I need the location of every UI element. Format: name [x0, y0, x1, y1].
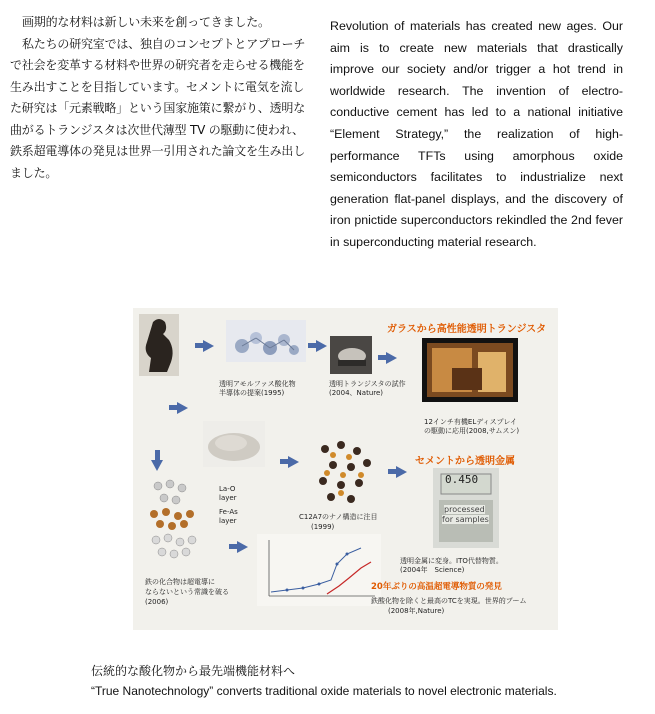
metal-label-2: (2004年 Science)	[400, 566, 465, 574]
aos-label-1: 透明アモルファス酸化物	[219, 380, 296, 388]
thinker-statue-image	[139, 314, 179, 376]
japanese-paragraph-1: 画期的な材料は新しい未来を創ってきました。	[22, 15, 270, 29]
figure-caption-japanese: 伝統的な酸化物から最先端機能材料へ	[91, 664, 296, 678]
iron-label-1: 鉄の化合物は超電導に	[145, 578, 215, 586]
amorphous-oxide-image	[226, 320, 306, 362]
fe-as-label: Fe-As	[219, 508, 238, 516]
arrow-3	[378, 355, 386, 360]
figure-caption-english: “True Nanotechnology” converts traditional oxide materials to novel electronic materials.	[91, 684, 557, 698]
english-intro: Revolution of materials has created new ages. Our aim is to create new materials that drastically improve our society and/or trigger a hot trend in worldwide research. The invention of electro-conductive cement has led to a national initiative “Element Strategy,” the realization of high-performance TFTs using amorphous oxide semiconductors facilitates to industrialize next generation flat-panel displays, and the discovery of iron pnictide superconductors rekindled the 2nd fever in superconducting material research.	[330, 19, 623, 249]
transistor-prototype-image	[330, 336, 372, 374]
aos-label-2: 半導体の提案(1995)	[219, 389, 285, 397]
cement-powder-image	[203, 421, 265, 467]
arrow-5	[280, 459, 288, 464]
la-o-label: La-O	[219, 485, 236, 493]
metal-label-1: 透明金属に変身。ITO代替物質。	[400, 557, 503, 565]
c12a7-label-1: C12A7のナノ構造に注目	[299, 513, 378, 521]
tft-label-1: 透明トランジスタの試作	[329, 380, 406, 388]
arrow-6	[388, 469, 396, 474]
research-figure	[133, 308, 558, 630]
c12a7-label-2: (1999)	[311, 523, 335, 531]
fe-as-layer-label: layer	[219, 517, 237, 525]
arrow-2	[308, 343, 316, 348]
arrow-1	[195, 343, 203, 348]
display-reading: 0.450	[445, 473, 479, 486]
japanese-intro	[10, 12, 310, 184]
display-text-1: processed	[444, 505, 485, 514]
oled-display-image	[422, 338, 518, 402]
iron-label-3: (2006)	[145, 598, 169, 606]
cement-metal-heading: セメントから透明金属	[415, 456, 515, 467]
arrow-8	[229, 544, 237, 549]
tft-label-2: (2004、Nature)	[329, 389, 384, 397]
arrow-4	[169, 405, 177, 410]
la-o-layer-label: layer	[219, 494, 237, 502]
superconductor-heading: 20年ぶりの高温超電導物質の発見	[371, 582, 502, 592]
super-label-1: 鉄酸化物を除くと最高のTCを実現。世界的ブーム	[371, 597, 527, 605]
japanese-paragraph-2: 私たちの研究室では、独自のコンセプトとアプローチで社会を変革する材料や世界の研究者を走らせる機能を生み出すことを目指しています。セメントに電気を流した研究は「元素戦略」という国家施策に繋がり、透明な曲がるトランジスタは次世代薄型 TV の駆動に使われ、鉄系超電導体の発見は世界一引用された論文を生み出しました。	[10, 36, 306, 180]
oled-label-2: の駆動に応用(2008,サムスン)	[424, 427, 520, 435]
oled-label-1: 12インチ有機ELディスプレイ	[424, 418, 518, 426]
tc-history-graph-image	[257, 534, 381, 606]
arrow-7	[155, 450, 160, 460]
c12a7-nanostructure-image	[313, 435, 377, 505]
glass-transistor-heading: ガラスから高性能透明トランジスタ	[387, 324, 547, 335]
iron-label-2: ならないという常識を破る	[145, 588, 229, 596]
display-text-2: for samples	[442, 515, 489, 524]
iron-pnictide-structure-image	[144, 476, 216, 568]
super-label-2: (2008年,Nature)	[388, 607, 445, 615]
